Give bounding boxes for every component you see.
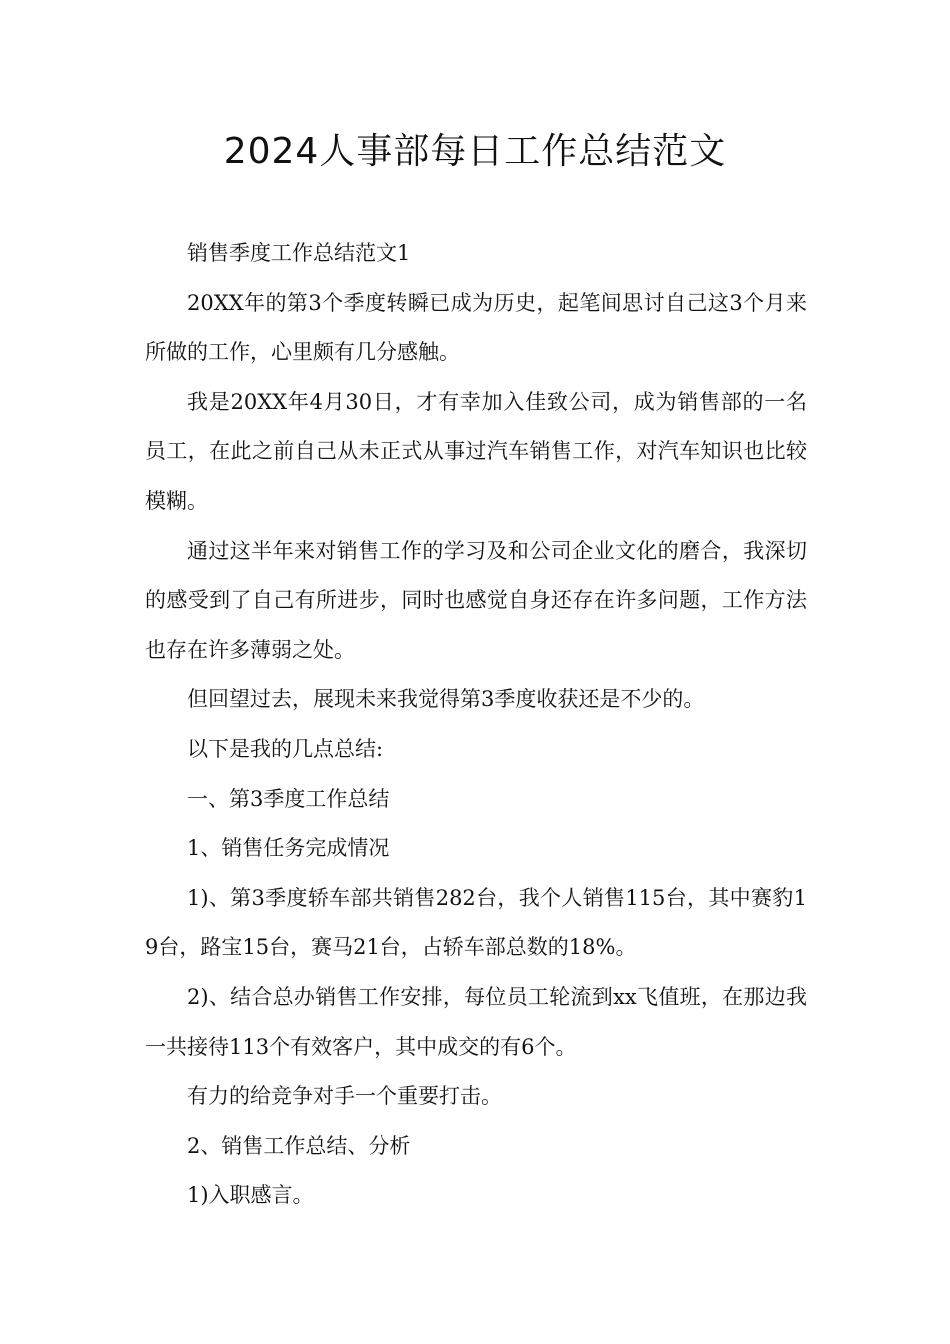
subsection-heading: 1、销售任务完成情况 <box>187 836 390 861</box>
paragraph: 1)、第3季度轿车部共销售282台，我个人销售115台，其中赛豹19台，路宝15台，赛马21台，占轿车部总数的18%。 <box>145 885 807 960</box>
paragraph: 通过这半年来对销售工作的学习及和公司企业文化的磨合，我深切的感受到了自己有所进步，同时也感觉自身还存在许多问题，工作方法也存在许多薄弱之处。 <box>145 538 807 662</box>
section-heading: 一、第3季度工作总结 <box>187 786 390 811</box>
paragraph: 我是20XX年4月30日，才有幸加入佳致公司，成为销售部的一名员工，在此之前自己从未正式从事过汽车销售工作，对汽车知识也比较模糊。 <box>145 389 807 513</box>
paragraph: 2)、结合总办销售工作安排，每位员工轮流到xx飞值班，在那边我一共接待113个有效客户，其中成交的有6个。 <box>145 984 807 1059</box>
subsection-heading: 2、销售工作总结、分析 <box>187 1133 411 1158</box>
paragraph: 1)入职感言。 <box>187 1183 314 1208</box>
document-title: 2024人事部每日工作总结范文 <box>223 131 727 172</box>
paragraph: 以下是我的几点总结: <box>187 736 384 761</box>
document-body <box>145 229 807 1221</box>
paragraph: 但回望过去，展现未来我觉得第3季度收获还是不少的。 <box>187 687 705 712</box>
section-heading: 销售季度工作总结范文1 <box>187 241 411 265</box>
paragraph: 有力的给竞争对手一个重要打击。 <box>187 1084 502 1109</box>
paragraph: 20XX年的第3个季度转瞬已成为历史，起笔间思讨自己这3个月来所做的工作，心里颇有几分感触。 <box>145 290 807 365</box>
